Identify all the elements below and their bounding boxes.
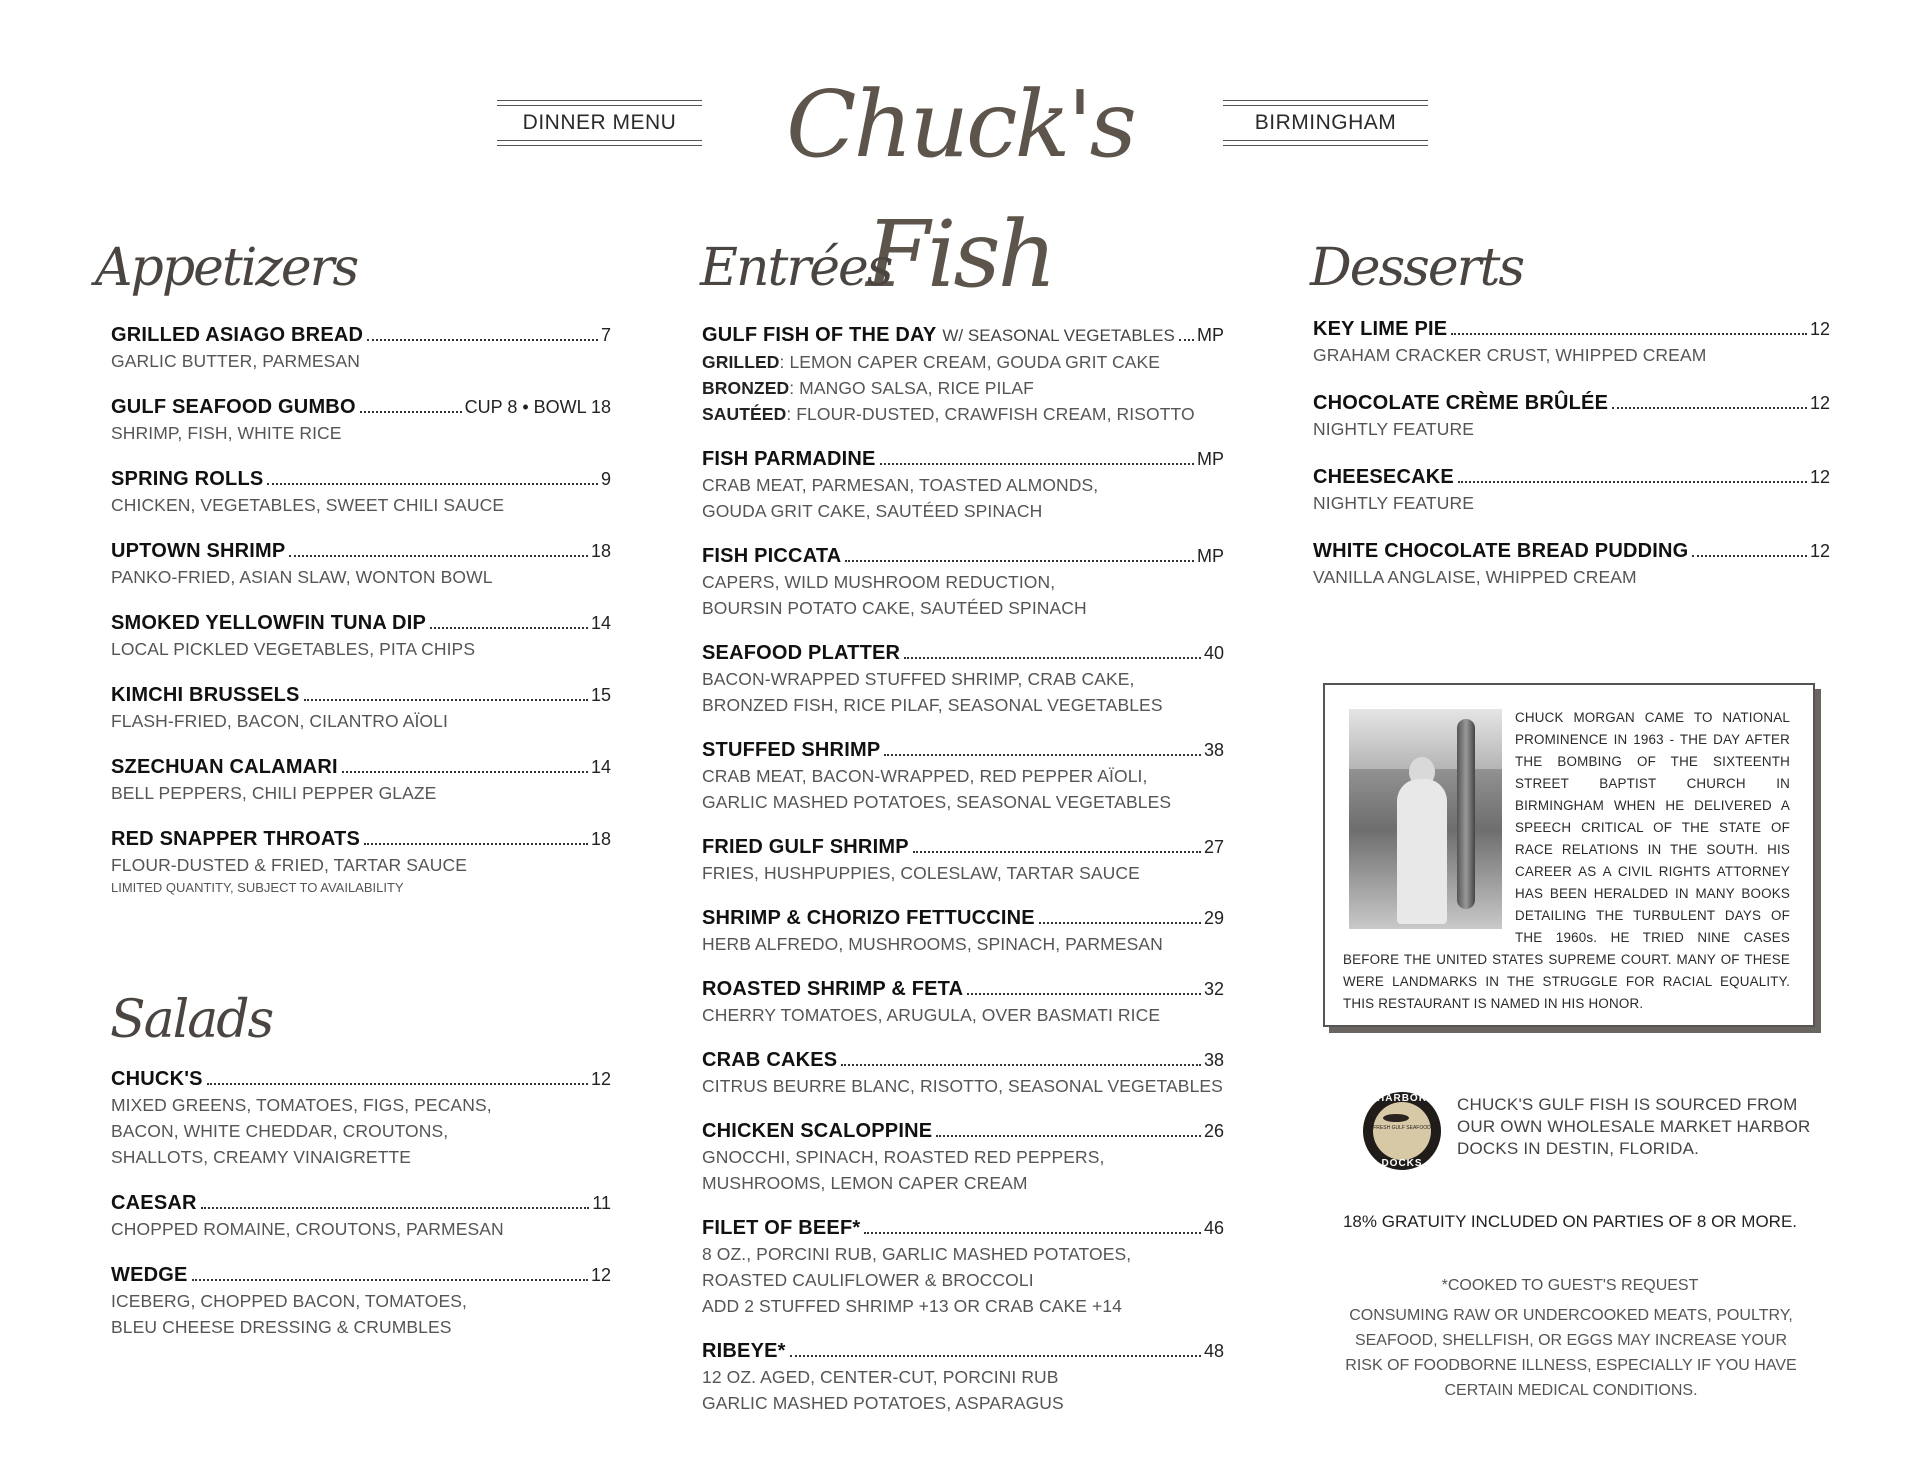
menu-item-header	[1313, 390, 1830, 416]
menu-item-name: KIMCHI BRUSSELS	[111, 684, 300, 706]
menu-item-name: CAESAR	[111, 1192, 197, 1214]
menu-item-price: 12	[1809, 541, 1830, 561]
dot-leader	[1458, 481, 1807, 483]
dot-leader	[1451, 333, 1807, 335]
menu-item-header	[702, 1118, 1224, 1144]
menu-item-description: PANKO-FRIED, ASIAN SLAW, WONTON BOWL	[111, 567, 493, 587]
chuck-morgan-bio-box	[1323, 683, 1815, 1027]
dot-leader	[304, 699, 588, 701]
menu-item-header	[1313, 538, 1830, 564]
menu-item-description: CRAB MEAT, BACON-WRAPPED, RED PEPPER AÏOLI,	[702, 766, 1148, 786]
menu-item-price: 9	[600, 469, 611, 489]
menu-item	[1313, 390, 1830, 442]
dot-leader	[1179, 339, 1194, 341]
menu-item-price: 40	[1203, 643, 1224, 663]
menu-item-description: BACON, WHITE CHEDDAR, CROUTONS,	[111, 1121, 449, 1141]
appetizers-heading: Appetizers	[95, 238, 358, 298]
cooked-to-request-note: *COOKED TO GUEST'S REQUEST	[1441, 1277, 1699, 1294]
menu-item-name: SPRING ROLLS	[111, 468, 264, 490]
menu-item-description: BRONZED FISH, RICE PILAF, SEASONAL VEGETABLES	[702, 695, 1163, 715]
preparation-text: : FLOUR-DUSTED, CRAWFISH CREAM, RISOTTO	[786, 404, 1195, 424]
dot-leader	[841, 1064, 1201, 1066]
entrees-list	[702, 322, 1224, 1435]
menu-item	[1313, 538, 1830, 590]
menu-item-description: CHERRY TOMATOES, ARUGULA, OVER BASMATI RICE	[702, 1005, 1161, 1025]
menu-item	[1313, 464, 1830, 516]
menu-item-description: 12 OZ. AGED, CENTER-CUT, PORCINI RUB	[702, 1367, 1059, 1387]
availability-note: LIMITED QUANTITY, SUBJECT TO AVAILABILITY	[111, 880, 404, 895]
menu-item-name: SMOKED YELLOWFIN TUNA DIP	[111, 612, 426, 634]
dot-leader	[430, 627, 588, 629]
menu-item-header	[702, 905, 1224, 931]
menu-item-name: CRAB CAKES	[702, 1049, 838, 1071]
menu-item-description: ADD 2 STUFFED SHRIMP +13 OR CRAB CAKE +14	[702, 1296, 1123, 1316]
preparation-text: : MANGO SALSA, RICE PILAF	[789, 378, 1034, 398]
menu-item-name: ROASTED SHRIMP & FETA	[702, 978, 964, 1000]
seal-top-text: HARBOR	[1377, 1093, 1427, 1104]
menu-item	[111, 1262, 611, 1340]
menu-item-header	[702, 543, 1224, 569]
menu-item	[702, 1338, 1224, 1416]
menu-item-price: MP	[1197, 449, 1224, 469]
dot-leader	[342, 771, 588, 773]
salads-list	[111, 1066, 611, 1360]
menu-item-price: 12	[590, 1069, 611, 1089]
preparation-option	[702, 375, 1224, 401]
menu-item-description: MUSHROOMS, LEMON CAPER CREAM	[702, 1173, 1028, 1193]
menu-item-price: MP	[1197, 325, 1224, 345]
menu-item-name: FISH PARMADINE	[702, 448, 876, 470]
menu-item-header	[702, 1215, 1224, 1241]
dot-leader	[267, 483, 598, 485]
menu-item-name: CHUCK'S	[111, 1068, 203, 1090]
menu-item-header	[702, 1047, 1224, 1073]
menu-item-description: ROASTED CAULIFLOWER & BROCCOLI	[702, 1270, 1034, 1290]
dot-leader	[192, 1279, 588, 1281]
menu-item-header	[111, 1262, 611, 1288]
menu-item-name: FRIED GULF SHRIMP	[702, 836, 909, 858]
menu-item-description: NIGHTLY FEATURE	[1313, 419, 1474, 439]
menu-item	[702, 834, 1224, 886]
menu-item-name: RIBEYE*	[702, 1340, 786, 1362]
menu-item-name-tag: W/ SEASONAL VEGETABLES	[942, 326, 1175, 345]
seal-bottom-text: DOCKS	[1381, 1158, 1423, 1169]
menu-item-name: SHRIMP & CHORIZO FETTUCCINE	[702, 907, 1035, 929]
menu-item-price: 18	[590, 829, 611, 849]
menu-item-name: GULF SEAFOOD GUMBO	[111, 396, 356, 418]
menu-item-description: CITRUS BEURRE BLANC, RISOTTO, SEASONAL VEGETABLES	[702, 1076, 1223, 1096]
menu-item-header	[111, 754, 611, 780]
menu-item-name: GULF FISH OF THE DAY	[702, 324, 937, 346]
menu-item-description: HERB ALFREDO, MUSHROOMS, SPINACH, PARMESAN	[702, 934, 1163, 954]
preparation-text: : LEMON CAPER CREAM, GOUDA GRIT CAKE	[779, 352, 1161, 372]
menu-item-price: 27	[1203, 837, 1224, 857]
menu-item-header	[111, 826, 611, 852]
menu-item-header	[702, 322, 1224, 349]
menu-item-header	[111, 610, 611, 636]
menu-item-header	[111, 682, 611, 708]
menu-item-description: MIXED GREENS, TOMATOES, FIGS, PECANS,	[111, 1095, 492, 1115]
menu-item-name: STUFFED SHRIMP	[702, 739, 881, 761]
menu-item-header	[111, 1066, 611, 1092]
menu-item-header	[111, 466, 611, 492]
menu-item	[702, 543, 1224, 621]
menu-item-description: BACON-WRAPPED STUFFED SHRIMP, CRAB CAKE,	[702, 669, 1135, 689]
menu-item-description: GARLIC MASHED POTATOES, SEASONAL VEGETABLES	[702, 792, 1172, 812]
menu-item-price: 26	[1203, 1121, 1224, 1141]
consumption-warning: CONSUMING RAW OR UNDERCOOKED MEATS, POULTRY, SEAFOOD, SHELLFISH, OR EGGS MAY INCREASE YOUR RISK OF FOODBORNE ILLNESS, ESPECIALLY IF YOU HAVE CERTAIN MEDICAL CONDITIONS.	[1345, 1307, 1797, 1399]
dot-leader	[864, 1232, 1201, 1234]
dot-leader	[913, 851, 1201, 853]
dot-leader	[364, 843, 588, 845]
menu-item-description: CRAB MEAT, PARMESAN, TOASTED ALMONDS,	[702, 475, 1099, 495]
menu-item-price: 32	[1203, 979, 1224, 999]
menu-item-description: GNOCCHI, SPINACH, ROASTED RED PEPPERS,	[702, 1147, 1105, 1167]
preparation-label: SAUTÉED	[702, 404, 787, 424]
menu-item-description: NIGHTLY FEATURE	[1313, 493, 1474, 513]
harbor-docks-logo	[1363, 1092, 1441, 1170]
dot-leader	[1612, 407, 1807, 409]
menu-item	[111, 538, 611, 590]
menu-item	[111, 826, 611, 898]
menu-item	[111, 1066, 611, 1170]
menu-item-description: GOUDA GRIT CAKE, SAUTÉED SPINACH	[702, 501, 1043, 521]
menu-item-name: SZECHUAN CALAMARI	[111, 756, 338, 778]
dot-leader	[936, 1135, 1201, 1137]
menu-item-price: 12	[1809, 319, 1830, 339]
menu-item-description: CHOPPED ROMAINE, CROUTONS, PARMESAN	[111, 1219, 504, 1239]
seal-middle-text: FRESH GULF SEAFOOD	[1373, 1125, 1431, 1131]
menu-item	[702, 1118, 1224, 1196]
dot-leader	[289, 555, 588, 557]
fish-icon	[1383, 1114, 1409, 1122]
dot-leader	[790, 1355, 1201, 1357]
menu-item-price: 12	[590, 1265, 611, 1285]
menu-item-name: WEDGE	[111, 1264, 188, 1286]
menu-item-description: SHRIMP, FISH, WHITE RICE	[111, 423, 342, 443]
menu-item	[702, 1215, 1224, 1319]
menu-item	[702, 1047, 1224, 1099]
menu-item-description: CAPERS, WILD MUSHROOM REDUCTION,	[702, 572, 1056, 592]
menu-item	[111, 1190, 611, 1242]
menu-item-description: LOCAL PICKLED VEGETABLES, PITA CHIPS	[111, 639, 476, 659]
menu-item-price: 18	[590, 541, 611, 561]
menu-item-price: 12	[1809, 467, 1830, 487]
menu-item-name: RED SNAPPER THROATS	[111, 828, 361, 850]
menu-item	[702, 640, 1224, 718]
dot-leader	[207, 1083, 588, 1085]
menu-item-price: 46	[1203, 1218, 1224, 1238]
menu-item-name: WHITE CHOCOLATE BREAD PUDDING	[1313, 540, 1689, 562]
menu-item-header	[702, 737, 1224, 763]
menu-item-header	[702, 834, 1224, 860]
menu-item	[111, 322, 611, 374]
menu-item-name: CHOCOLATE CRÈME BRÛLÉE	[1313, 392, 1609, 414]
menu-item-description: BLEU CHEESE DRESSING & CRUMBLES	[111, 1317, 452, 1337]
menu-item	[111, 754, 611, 806]
preparation-option	[702, 401, 1224, 427]
menu-item-price: MP	[1197, 546, 1224, 566]
menu-item-price: 38	[1203, 740, 1224, 760]
menu-item-description: 8 OZ., PORCINI RUB, GARLIC MASHED POTATOES,	[702, 1244, 1132, 1264]
menu-item-header	[111, 1190, 611, 1216]
menu-item-description: BOURSIN POTATO CAKE, SAUTÉED SPINACH	[702, 598, 1087, 618]
gratuity-note: 18% GRATUITY INCLUDED ON PARTIES OF 8 OR MORE.	[1342, 1212, 1798, 1231]
menu-item	[702, 976, 1224, 1028]
menu-item	[111, 394, 611, 446]
menu-item-name: UPTOWN SHRIMP	[111, 540, 286, 562]
menu-item-header	[702, 1338, 1224, 1364]
menu-item-price: 38	[1203, 1050, 1224, 1070]
menu-item	[111, 466, 611, 518]
bio-paragraph: CHUCK MORGAN CAME TO NATIONAL PROMINENCE IN 1963 - THE DAY AFTER THE BOMBING OF THE SIXTEENTH STREET BAPTIST CHURCH IN BIRMINGHAM WHEN HE DELIVERED A SPEECH CRITICAL OF THE STATE OF RACE RELATIONS IN THE SOUTH. HIS CAREER AS A CIVIL RIGHTS ATTORNEY HAS BEEN HERALDED IN MANY BOOKS DETAILING THE TURBULENT DAYS OF THE 1960s. HE TRIED NINE CASES BEFORE THE UNITED STATES SUPREME COURT. MANY OF THESE WERE LANDMARKS IN THE STRUGGLE FOR RACIAL EQUALITY. THIS RESTAURANT IS NAMED IN HIS HONOR.	[1343, 710, 1790, 1011]
menu-item-price: 12	[1809, 393, 1830, 413]
dot-leader	[845, 560, 1194, 562]
menu-item-price: 7	[600, 325, 611, 345]
dot-leader	[367, 339, 598, 341]
preparation-label: BRONZED	[702, 378, 790, 398]
preparation-option	[702, 349, 1224, 375]
menu-item	[702, 905, 1224, 957]
menu-item	[702, 322, 1224, 427]
menu-item	[111, 610, 611, 662]
menu-item-header	[111, 394, 611, 420]
menu-item	[702, 737, 1224, 815]
menu-item-description: FLASH-FRIED, BACON, CILANTRO AÏOLI	[111, 711, 448, 731]
menu-item-header	[111, 322, 611, 348]
menu-item-description: FLOUR-DUSTED & FRIED, TARTAR SAUCE	[111, 855, 468, 875]
menu-item	[702, 446, 1224, 524]
menu-item-description: GARLIC BUTTER, PARMESAN	[111, 351, 360, 371]
menu-item-description: BELL PEPPERS, CHILI PEPPER GLAZE	[111, 783, 437, 803]
menu-item-price: 11	[592, 1193, 611, 1213]
menu-item	[111, 682, 611, 734]
dot-leader	[880, 463, 1194, 465]
menu-item-name: FISH PICCATA	[702, 545, 842, 567]
location-label: BIRMINGHAM	[1223, 100, 1428, 146]
menu-item-description: VANILLA ANGLAISE, WHIPPED CREAM	[1313, 567, 1637, 587]
desserts-list	[1313, 316, 1830, 612]
dot-leader	[884, 754, 1201, 756]
menu-item-description: FRIES, HUSHPUPPIES, COLESLAW, TARTAR SAUCE	[702, 863, 1140, 883]
menu-item-price: 29	[1203, 908, 1224, 928]
menu-item-price: 14	[590, 613, 611, 633]
menu-item-header	[1313, 316, 1830, 342]
menu-item-description: CHICKEN, VEGETABLES, SWEET CHILI SAUCE	[111, 495, 505, 515]
dinner-menu-label: DINNER MENU	[497, 100, 702, 146]
menu-item-description: SHALLOTS, CREAMY VINAIGRETTE	[111, 1147, 412, 1167]
menu-item-name: SEAFOOD PLATTER	[702, 642, 901, 664]
menu-item-header	[702, 976, 1224, 1002]
appetizers-list	[111, 322, 611, 918]
menu-item-price: 15	[590, 685, 611, 705]
menu-item-name: CHICKEN SCALOPPINE	[702, 1120, 933, 1142]
menu-item-description: GARLIC MASHED POTATOES, ASPARAGUS	[702, 1393, 1064, 1413]
restaurant-logo: Chuck's Fish	[786, 71, 1134, 308]
menu-item-description: ICEBERG, CHOPPED BACON, TOMATOES,	[111, 1291, 467, 1311]
menu-item-name: CHEESECAKE	[1313, 466, 1454, 488]
desserts-heading: Desserts	[1310, 238, 1524, 298]
dot-leader	[360, 411, 462, 413]
sourcing-note: CHUCK'S GULF FISH IS SOURCED FROM OUR OWN WHOLESALE MARKET HARBOR DOCKS IN DESTIN, FLORIDA.	[1457, 1095, 1811, 1158]
menu-item-name: FILET OF BEEF*	[702, 1217, 861, 1239]
menu-item-description: GRAHAM CRACKER CRUST, WHIPPED CREAM	[1313, 345, 1707, 365]
menu-item-header	[702, 640, 1224, 666]
dot-leader	[904, 657, 1201, 659]
menu-item-price: 14	[590, 757, 611, 777]
menu-item-price: 48	[1203, 1341, 1224, 1361]
preparation-label: GRILLED	[702, 352, 780, 372]
dot-leader	[1692, 555, 1807, 557]
menu-item-price: CUP 8 • BOWL 18	[464, 397, 611, 417]
dot-leader	[1039, 922, 1201, 924]
entrees-heading: Entrées	[700, 238, 892, 298]
dot-leader	[201, 1207, 590, 1209]
dot-leader	[967, 993, 1201, 995]
menu-item-name: GRILLED ASIAGO BREAD	[111, 324, 364, 346]
menu-item-header	[702, 446, 1224, 472]
bio-text	[1343, 707, 1790, 1015]
menu-item-header	[1313, 464, 1830, 490]
menu-item-name: KEY LIME PIE	[1313, 318, 1448, 340]
salads-heading: Salads	[110, 990, 273, 1050]
menu-item-header	[111, 538, 611, 564]
menu-item	[1313, 316, 1830, 368]
